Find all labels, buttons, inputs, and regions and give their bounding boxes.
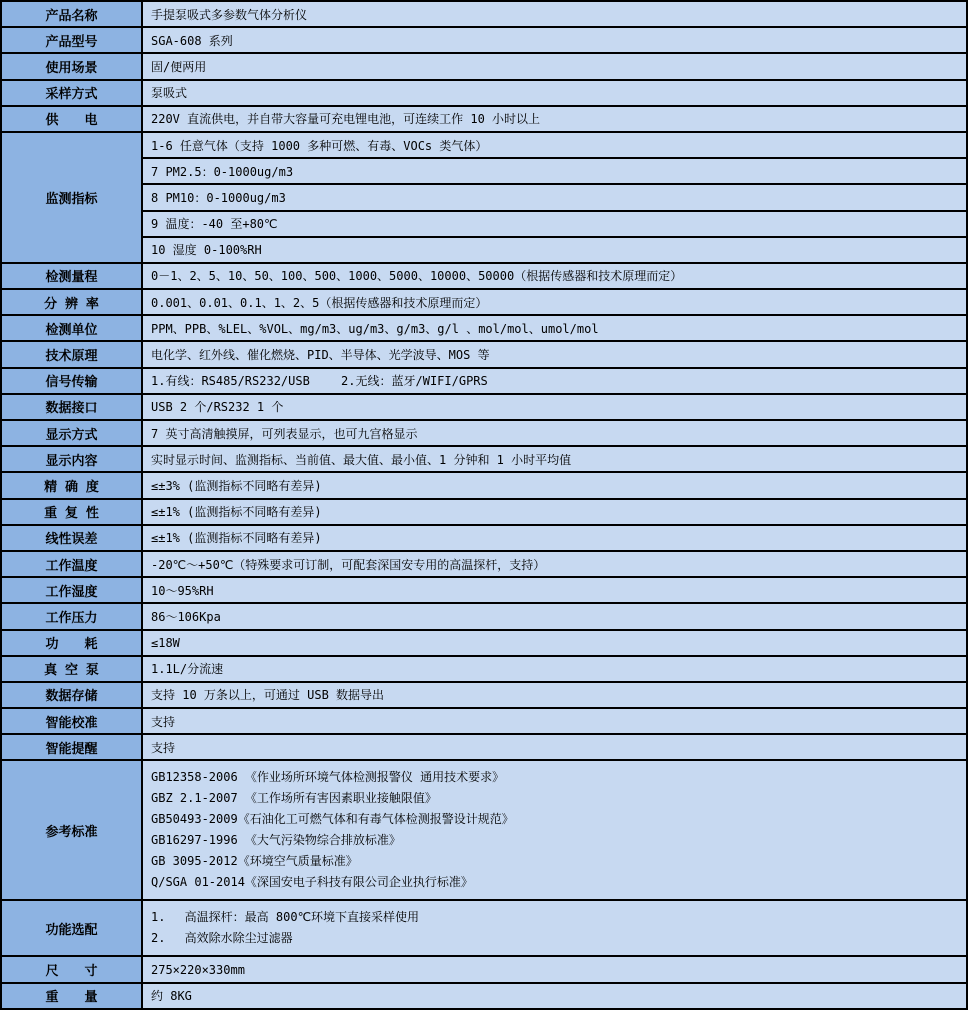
spec-value: 约 8KG xyxy=(142,983,967,1009)
spec-value: 支持 10 万条以上，可通过 USB 数据导出 xyxy=(142,682,967,708)
spec-value-line: GB50493-2009《石油化工可燃气体和有毒气体检测报警设计规范》 xyxy=(151,812,514,827)
spec-value: 支持 xyxy=(142,708,967,734)
spec-label: 功能选配 xyxy=(1,900,142,956)
table-row xyxy=(1,315,967,341)
spec-label: 信号传输 xyxy=(1,368,142,394)
spec-value-line: 1. 高温探杆：最高 800℃环境下直接采样使用 xyxy=(151,910,420,925)
spec-value: 10～95%RH xyxy=(142,577,967,603)
spec-label: 使用场景 xyxy=(1,53,142,79)
spec-label: 监测指标 xyxy=(1,132,142,263)
table-row xyxy=(1,900,967,956)
spec-label: 产品名称 xyxy=(1,1,142,27)
spec-value: 1.有线：RS485/RS232/USB 2.无线：蓝牙/WIFI/GPRS xyxy=(142,368,967,394)
table-row xyxy=(1,499,967,525)
spec-label: 供 电 xyxy=(1,106,142,132)
table-row xyxy=(1,603,967,629)
table-row xyxy=(1,237,967,263)
table-row xyxy=(1,341,967,367)
spec-label: 产品型号 xyxy=(1,27,142,53)
table-row xyxy=(1,368,967,394)
spec-value: 8 PM10：0-1000ug/m3 xyxy=(142,184,967,210)
table-row xyxy=(1,577,967,603)
spec-label: 显示方式 xyxy=(1,420,142,446)
spec-value: 7 英寸高清触摸屏，可列表显示，也可九宫格显示 xyxy=(142,420,967,446)
spec-value: 电化学、红外线、催化燃烧、PID、半导体、光学波导、MOS 等 xyxy=(142,341,967,367)
spec-value: 0－1、2、5、10、50、100、500、1000、5000、10000、50000（根据传感器和技术原理而定） xyxy=(142,263,967,289)
table-row xyxy=(1,53,967,79)
spec-value: USB 2 个/RS232 1 个 xyxy=(142,394,967,420)
spec-value xyxy=(142,900,967,956)
spec-table-body xyxy=(1,1,967,1009)
spec-label: 技术原理 xyxy=(1,341,142,367)
spec-value-line: GB 3095-2012《环境空气质量标准》 xyxy=(151,854,358,869)
table-row xyxy=(1,420,967,446)
spec-value: 10 湿度 0-100%RH xyxy=(142,237,967,263)
table-row xyxy=(1,263,967,289)
table-row xyxy=(1,106,967,132)
spec-value-line: Q/SGA 01-2014《深国安电子科技有限公司企业执行标准》 xyxy=(151,875,473,890)
spec-label: 工作湿度 xyxy=(1,577,142,603)
spec-value: 275×220×330mm xyxy=(142,956,967,982)
spec-label: 智能提醒 xyxy=(1,734,142,760)
table-row xyxy=(1,983,967,1009)
spec-value: SGA-608 系列 xyxy=(142,27,967,53)
spec-value: 9 温度：-40 至+80℃ xyxy=(142,211,967,237)
spec-value: ≤±1% (监测指标不同略有差异) xyxy=(142,499,967,525)
table-row xyxy=(1,211,967,237)
spec-value: 支持 xyxy=(142,734,967,760)
spec-value-line: GB12358-2006 《作业场所环境气体检测报警仪 通用技术要求》 xyxy=(151,770,505,785)
spec-value: ≤18W xyxy=(142,630,967,656)
table-row xyxy=(1,734,967,760)
spec-label: 尺 寸 xyxy=(1,956,142,982)
table-row xyxy=(1,472,967,498)
spec-label: 智能校准 xyxy=(1,708,142,734)
spec-label: 参考标准 xyxy=(1,760,142,900)
spec-label: 精 确 度 xyxy=(1,472,142,498)
table-row xyxy=(1,27,967,53)
spec-label: 线性误差 xyxy=(1,525,142,551)
spec-label: 真 空 泵 xyxy=(1,656,142,682)
spec-value: 手提泵吸式多参数气体分析仪 xyxy=(142,1,967,27)
table-row xyxy=(1,656,967,682)
spec-label: 分 辨 率 xyxy=(1,289,142,315)
spec-value: 1.1L/分流速 xyxy=(142,656,967,682)
spec-label: 检测单位 xyxy=(1,315,142,341)
table-row xyxy=(1,525,967,551)
spec-value: 泵吸式 xyxy=(142,80,967,106)
table-row xyxy=(1,956,967,982)
spec-value xyxy=(142,760,967,900)
table-row xyxy=(1,80,967,106)
spec-label: 数据存储 xyxy=(1,682,142,708)
spec-value: ≤±3% (监测指标不同略有差异) xyxy=(142,472,967,498)
spec-value: 实时显示时间、监测指标、当前值、最大值、最小值、1 分钟和 1 小时平均值 xyxy=(142,446,967,472)
spec-label: 采样方式 xyxy=(1,80,142,106)
table-row xyxy=(1,682,967,708)
table-row xyxy=(1,158,967,184)
spec-label: 显示内容 xyxy=(1,446,142,472)
spec-label: 检测量程 xyxy=(1,263,142,289)
spec-value: 86～106Kpa xyxy=(142,603,967,629)
spec-value: 0.001、0.01、0.1、1、2、5（根据传感器和技术原理而定） xyxy=(142,289,967,315)
spec-value: 220V 直流供电，并自带大容量可充电锂电池，可连续工作 10 小时以上 xyxy=(142,106,967,132)
spec-value: ≤±1% (监测指标不同略有差异) xyxy=(142,525,967,551)
table-row xyxy=(1,289,967,315)
spec-value: -20℃～+50℃（特殊要求可订制，可配套深国安专用的高温探杆，支持） xyxy=(142,551,967,577)
spec-label: 数据接口 xyxy=(1,394,142,420)
spec-label: 重 量 xyxy=(1,983,142,1009)
table-row xyxy=(1,184,967,210)
table-row xyxy=(1,1,967,27)
table-row xyxy=(1,132,967,158)
table-row xyxy=(1,446,967,472)
table-row xyxy=(1,630,967,656)
spec-value-line: GBZ 2.1-2007 《工作场所有害因素职业接触限值》 xyxy=(151,791,437,806)
table-row xyxy=(1,394,967,420)
table-row xyxy=(1,551,967,577)
spec-value-line: GB16297-1996 《大气污染物综合排放标准》 xyxy=(151,833,401,848)
spec-label: 功 耗 xyxy=(1,630,142,656)
spec-label: 工作温度 xyxy=(1,551,142,577)
spec-value: 1-6 任意气体（支持 1000 多种可燃、有毒、VOCs 类气体） xyxy=(142,132,967,158)
spec-value: 固/便两用 xyxy=(142,53,967,79)
spec-label: 重 复 性 xyxy=(1,499,142,525)
table-row xyxy=(1,708,967,734)
table-row xyxy=(1,760,967,900)
spec-value-line: 2. 高效除水除尘过滤器 xyxy=(151,931,293,946)
spec-label: 工作压力 xyxy=(1,603,142,629)
spec-value: 7 PM2.5：0-1000ug/m3 xyxy=(142,158,967,184)
spec-value: PPM、PPB、%LEL、%VOL、mg/m3、ug/m3、g/m3、g/l 、mol/mol、umol/mol xyxy=(142,315,967,341)
